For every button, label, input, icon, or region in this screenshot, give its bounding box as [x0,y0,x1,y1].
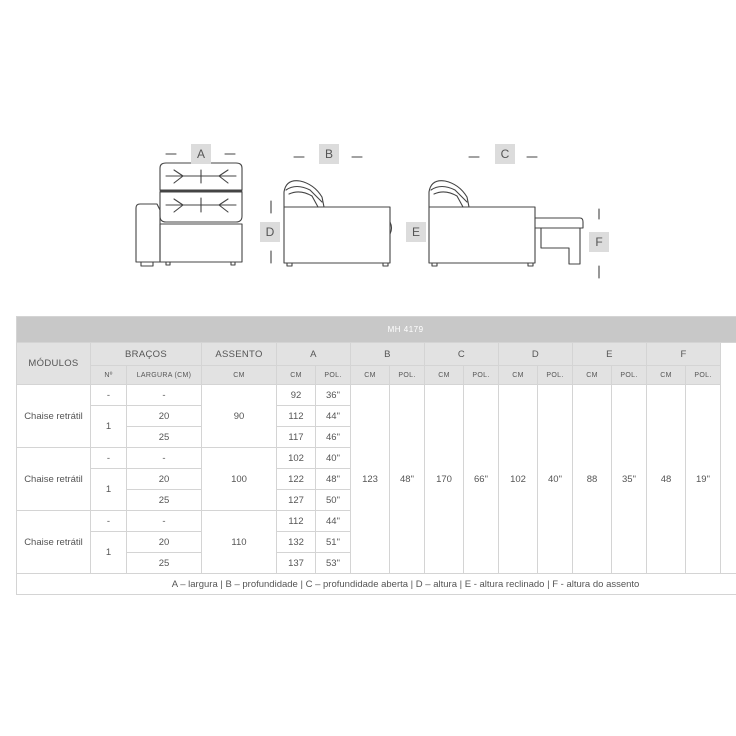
sofa-drawings [0,0,736,300]
a-pol: 50" [316,490,351,511]
arm-count: - [91,448,127,469]
d-cm: 102 [499,385,538,574]
a-cm: 102 [277,448,316,469]
module-name: Chaise retrátil [17,448,91,511]
subheader-d-cm: CM [499,366,538,385]
seat-width: 90 [202,385,277,448]
arm-width: 25 [127,490,202,511]
side-view-drawing [271,157,392,266]
a-pol: 44" [316,511,351,532]
header-f: F [647,343,721,366]
arm-count: 1 [91,406,127,448]
arm-count: - [91,511,127,532]
arm-count: - [91,385,127,406]
arm-width: 20 [127,469,202,490]
a-pol: 44" [316,406,351,427]
module-name: Chaise retrátil [17,511,91,574]
dimension-label-e: E [406,222,426,242]
c-cm: 170 [425,385,464,574]
subheader-e-cm: CM [573,366,612,385]
c-pol: 66" [464,385,499,574]
a-pol: 36" [316,385,351,406]
arm-width: 20 [127,532,202,553]
arm-width: 25 [127,553,202,574]
header-a: A [277,343,351,366]
a-cm: 112 [277,511,316,532]
arm-count: 1 [91,532,127,574]
subheader-c-pol: POL. [464,366,499,385]
b-pol: 48" [390,385,425,574]
header-modulos: MÓDULOS [17,343,91,385]
a-cm: 112 [277,406,316,427]
a-cm: 117 [277,427,316,448]
subheader-assento-cm: CM [202,366,277,385]
a-cm: 92 [277,385,316,406]
e-pol: 35" [612,385,647,574]
dimension-label-c: C [495,144,515,164]
arm-width: 20 [127,406,202,427]
dimension-label-f: F [589,232,609,252]
dimension-label-d: D [260,222,280,242]
a-pol: 51" [316,532,351,553]
header-assento: ASSENTO [202,343,277,366]
header-d: D [499,343,573,366]
header-c: C [425,343,499,366]
subheader-b-cm: CM [351,366,390,385]
header-e: E [573,343,647,366]
subheader-d-pol: POL. [538,366,573,385]
open-view-drawing [429,157,599,278]
subheader-n: Nº [91,366,127,385]
seat-width: 110 [202,511,277,574]
a-pol: 48" [316,469,351,490]
b-cm: 123 [351,385,390,574]
seat-width: 100 [202,448,277,511]
arm-width: 25 [127,427,202,448]
header-b: B [351,343,425,366]
a-pol: 40" [316,448,351,469]
d-pol: 40" [538,385,573,574]
f-pol: 19" [686,385,721,574]
specification-table [16,316,736,595]
a-cm: 127 [277,490,316,511]
f-cm: 48 [647,385,686,574]
a-pol: 46" [316,427,351,448]
dimension-legend: A – largura | B – profundidade | C – profundidade aberta | D – altura | E - altura reclinado | F - altura do assento [17,574,736,595]
a-pol: 53" [316,553,351,574]
subheader-c-cm: CM [425,366,464,385]
header-bracos: BRAÇOS [91,343,202,366]
subheader-f-pol: POL. [686,366,721,385]
a-cm: 137 [277,553,316,574]
arm-width: - [127,385,202,406]
dimension-label-b: B [319,144,339,164]
arm-width: - [127,448,202,469]
subheader-b-pol: POL. [390,366,425,385]
module-name: Chaise retrátil [17,385,91,448]
subheader-a-cm: CM [277,366,316,385]
table-row [17,385,736,406]
a-cm: 122 [277,469,316,490]
subheader-a-pol: POL. [316,366,351,385]
subheader-e-pol: POL. [612,366,647,385]
sofa-dimension-diagram [0,0,736,300]
model-title: MH 4179 [17,317,736,343]
a-cm: 132 [277,532,316,553]
arm-width: - [127,511,202,532]
dimension-label-a: A [191,144,211,164]
subheader-largura: LARGURA (CM) [127,366,202,385]
arm-count: 1 [91,469,127,511]
subheader-f-cm: CM [647,366,686,385]
e-cm: 88 [573,385,612,574]
front-view-drawing [136,154,242,266]
